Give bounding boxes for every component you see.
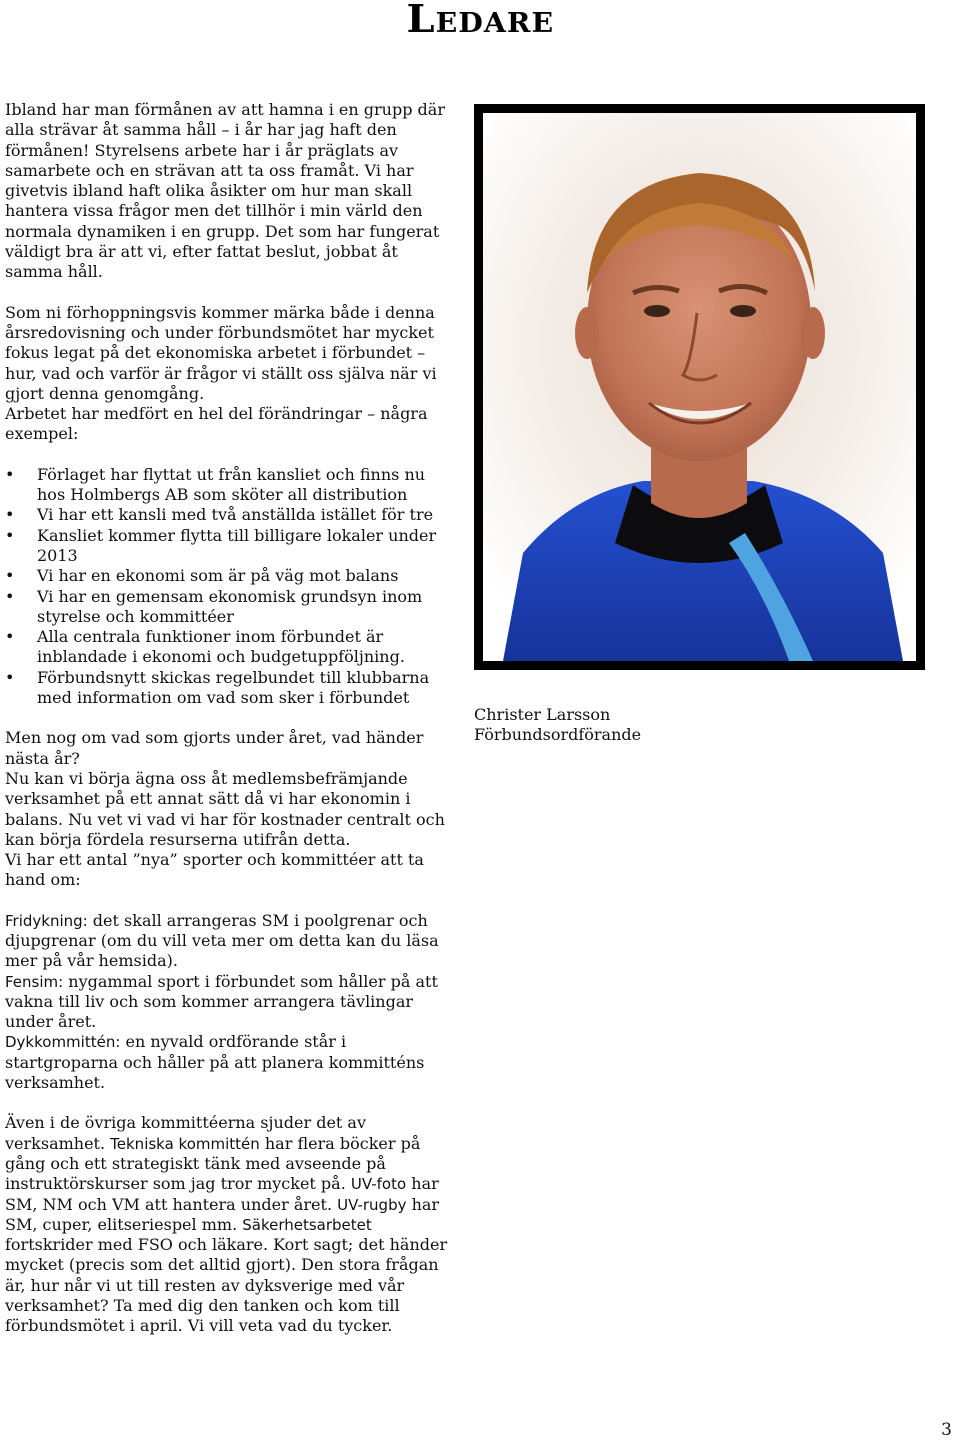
portrait-illustration [483, 113, 916, 661]
intro-paragraph-1: Ibland har man förmånen av att hamna i en grupp där alla strävar åt samma håll – i år har jag haft den förmånen! Styrelsens arbete har i år präglats av samarbete och en strävan att ta oss framåt. Vi har givetvis ibland haft olika åsikter om hur man skall hantera vissa frågor men det tillhör i min värld den normala dynamiken i en grupp. Det som har fungerat väldigt bra är att vi, efter fattat beslut, jobbat åt samma håll. [5, 100, 445, 282]
sport-text: en nyvald ordförande står i startgroparna och håller på att planera kommitténs verksamhet. [5, 1032, 425, 1093]
person-name: Christer Larsson [474, 705, 611, 724]
portrait-photo [483, 113, 916, 661]
list-item: • Förbundsnytt skickas regelbundet till klubbarna med information om vad som sker i förbundet [5, 668, 455, 709]
closing-text: fortskrider med FSO och läkare. Kort sagt; det händer mycket (precis som det alltid gjort). Den stora frågan är, hur når vi ut till resten av dyksverige med vår verksamhet? Ta med dig den tanken och kom till förbundsmötet i april. Vi vill veta vad du tycker. [5, 1235, 448, 1336]
changes-list [5, 465, 455, 709]
closing-text: Även i de övriga kommittéerna sjuder det av verksamhet. [5, 1113, 366, 1153]
committee-name: UV-foto [350, 1175, 407, 1194]
list-item: • Alla centrala funktioner inom förbundet är inblandade i ekonomi och budgetuppföljning. [5, 627, 455, 668]
page-number: 3 [941, 1420, 952, 1440]
list-item: • Vi har en gemensam ekonomisk grundsyn inom styrelse och kommittéer [5, 587, 455, 628]
sport-dykkommitten [5, 1032, 455, 1093]
portrait-caption [474, 705, 774, 746]
intro-paragraph-2: Som ni förhoppningsvis kommer märka både i denna årsredovisning och under förbundsmötet har mycket fokus legat på det ekonomiska arbetet i förbundet – hur, vad och varför är frågor vi ställt oss själva när vi gjort denna genomgång. [5, 302, 437, 403]
next-year-question: Men nog om vad som gjorts under året, vad händer nästa år? [5, 728, 424, 768]
new-sports-intro: Vi har ett antal ”nya” sporter och kommittéer att ta hand om: [5, 850, 424, 890]
sport-fridykning [5, 911, 455, 972]
closing-text: har SM, cuper, elitseriespel mm. [5, 1194, 440, 1234]
list-item: • Kansliet kommer flytta till billigare lokaler under 2013 [5, 526, 455, 567]
list-item: • Förlaget har flyttat ut från kansliet och finns nu hos Holmbergs AB som sköter all distribution [5, 465, 455, 506]
article-body [5, 100, 455, 1337]
intro-paragraph-3: Arbetet har medfört en hel del förändringar – några exempel: [5, 404, 428, 444]
sport-text: nygammal sport i förbundet som håller på att vakna till liv och som kommer arrangera tävlingar under året. [5, 971, 438, 1032]
sport-fensim [5, 972, 455, 1033]
committee-name: UV-rugby [337, 1195, 407, 1214]
portrait-frame [474, 104, 925, 670]
committee-name: Tekniska kommittén [110, 1134, 260, 1153]
list-item: • Vi har en ekonomi som är på väg mot balans [5, 566, 455, 586]
closing-paragraph [5, 1113, 455, 1336]
section-title: Ledare [406, 0, 554, 41]
sport-name: Dykkommittén: [5, 1033, 121, 1052]
sport-name: Fridykning: [5, 911, 88, 930]
committee-name: Säkerhetsarbetet [242, 1215, 372, 1234]
sport-name: Fensim: [5, 972, 64, 991]
list-item: • Vi har ett kansli med två anställda istället för tre [5, 505, 455, 525]
closing-text: har SM, NM och VM att hantera under året. [5, 1174, 439, 1214]
page-header [0, 0, 960, 40]
person-role: Förbundsordförande [474, 725, 642, 745]
next-year-paragraph: Nu kan vi börja ägna oss åt medlemsbefrämjande verksamhet på ett annat sätt då vi har ekonomin i balans. Nu vet vi vad vi har för kostnader centralt och kan börja fördela resurserna utifrån detta. [5, 768, 445, 849]
closing-text: har flera böcker på gång och ett strategiskt tänk med avseende på instruktörskurser som jag tror mycket på. [5, 1133, 421, 1194]
sport-text: det skall arrangeras SM i poolgrenar och djupgrenar (om du vill veta mer om detta kan du läsa mer på vår hemsida). [5, 910, 439, 971]
